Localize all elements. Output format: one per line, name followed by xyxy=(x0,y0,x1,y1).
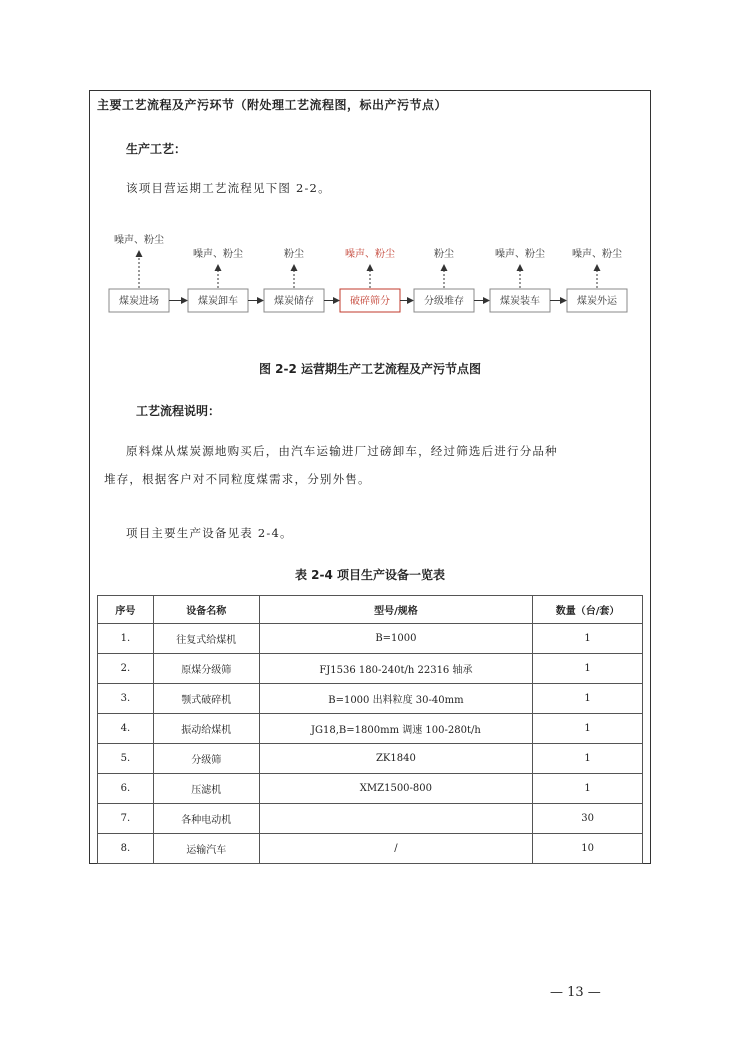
flow-step-label: 煤炭卸车 xyxy=(198,296,238,307)
table-row xyxy=(98,774,643,804)
cell-model: XMZ1500-800 xyxy=(259,774,533,804)
figure-caption: 图 2-2 运营期生产工艺流程及产污节点图 xyxy=(258,362,482,376)
table-caption: 表 2-4 项目生产设备一览表 xyxy=(294,568,446,582)
table-row xyxy=(98,624,643,654)
flow-emission-label: 噪声、粉尘 xyxy=(572,249,622,260)
cell-model: B=1000 xyxy=(259,624,533,654)
table-row xyxy=(98,714,643,744)
cell-index: 2. xyxy=(98,654,154,684)
process-text-line1: 原料煤从煤炭源地购买后，由汽车运输进厂过磅卸车，经过筛选后进行分品种 xyxy=(126,444,558,458)
header-quantity: 数量（台/套） xyxy=(533,596,643,624)
cell-index: 5. xyxy=(98,744,154,774)
table-row xyxy=(98,834,643,864)
process-heading: 工艺流程说明： xyxy=(136,404,221,418)
flow-step-label: 破碎筛分 xyxy=(350,296,390,307)
cell-quantity: 1 xyxy=(533,774,643,804)
cell-quantity: 1 xyxy=(533,744,643,774)
header-index: 序号 xyxy=(98,596,154,624)
cell-name: 各种电动机 xyxy=(153,804,259,834)
cell-quantity: 30 xyxy=(533,804,643,834)
flow-emission-label: 噪声、粉尘 xyxy=(193,249,243,260)
cell-index: 3. xyxy=(98,684,154,714)
cell-name: 振动给煤机 xyxy=(153,714,259,744)
cell-model: FJ1536 180-240t/h 22316 轴承 xyxy=(259,654,533,684)
header-name: 设备名称 xyxy=(153,596,259,624)
cell-name: 原煤分级筛 xyxy=(153,654,259,684)
cell-quantity: 1 xyxy=(533,714,643,744)
cell-index: 4. xyxy=(98,714,154,744)
equipment-table xyxy=(97,595,643,864)
cell-quantity: 1 xyxy=(533,654,643,684)
flow-emission-label: 粉尘 xyxy=(434,249,454,260)
cell-name: 压滤机 xyxy=(153,774,259,804)
flow-step-label: 煤炭装车 xyxy=(500,296,540,307)
flow-step-label: 煤炭进场 xyxy=(119,296,159,307)
header-model: 型号/规格 xyxy=(259,596,533,624)
cell-index: 7. xyxy=(98,804,154,834)
table-row xyxy=(98,744,643,774)
cell-model: ZK1840 xyxy=(259,744,533,774)
flow-emission-label: 粉尘 xyxy=(284,249,304,260)
cell-quantity: 1 xyxy=(533,624,643,654)
process-text-line2: 堆存，根据客户对不同粒度煤需求，分别外售。 xyxy=(104,472,371,486)
table-row xyxy=(98,654,643,684)
flow-step-label: 煤炭外运 xyxy=(577,296,617,307)
flow-step-label: 煤炭储存 xyxy=(274,296,314,307)
table-row xyxy=(98,804,643,834)
cell-index: 6. xyxy=(98,774,154,804)
section-title: 主要工艺流程及产污环节（附处理工艺流程图，标出产污节点） xyxy=(97,98,448,112)
cell-quantity: 1 xyxy=(533,684,643,714)
page-number: — 13 — xyxy=(550,985,601,1000)
flow-emission-label: 噪声、粉尘 xyxy=(345,249,395,260)
table-row xyxy=(98,684,643,714)
cell-index: 1. xyxy=(98,624,154,654)
cell-name: 分级筛 xyxy=(153,744,259,774)
flow-step-label: 分级堆存 xyxy=(424,296,464,307)
cell-model xyxy=(259,804,533,834)
cell-model: JG18,B=1800mm 调速 100-280t/h xyxy=(259,714,533,744)
production-heading: 生产工艺： xyxy=(126,142,187,156)
intro-text: 该项目营运期工艺流程见下图 2-2。 xyxy=(126,181,331,195)
cell-name: 颚式破碎机 xyxy=(153,684,259,714)
cell-name: 运输汽车 xyxy=(153,834,259,864)
table-header-row xyxy=(98,596,643,624)
equipment-reference: 项目主要生产设备见表 2-4。 xyxy=(126,526,293,540)
cell-model: B=1000 出料粒度 30-40mm xyxy=(259,684,533,714)
cell-index: 8. xyxy=(98,834,154,864)
cell-quantity: 10 xyxy=(533,834,643,864)
flow-emission-label: 噪声、粉尘 xyxy=(495,249,545,260)
cell-model: / xyxy=(259,834,533,864)
process-flow-diagram xyxy=(0,0,740,340)
cell-name: 往复式给煤机 xyxy=(153,624,259,654)
flow-emission-label: 噪声、粉尘 xyxy=(114,235,164,246)
